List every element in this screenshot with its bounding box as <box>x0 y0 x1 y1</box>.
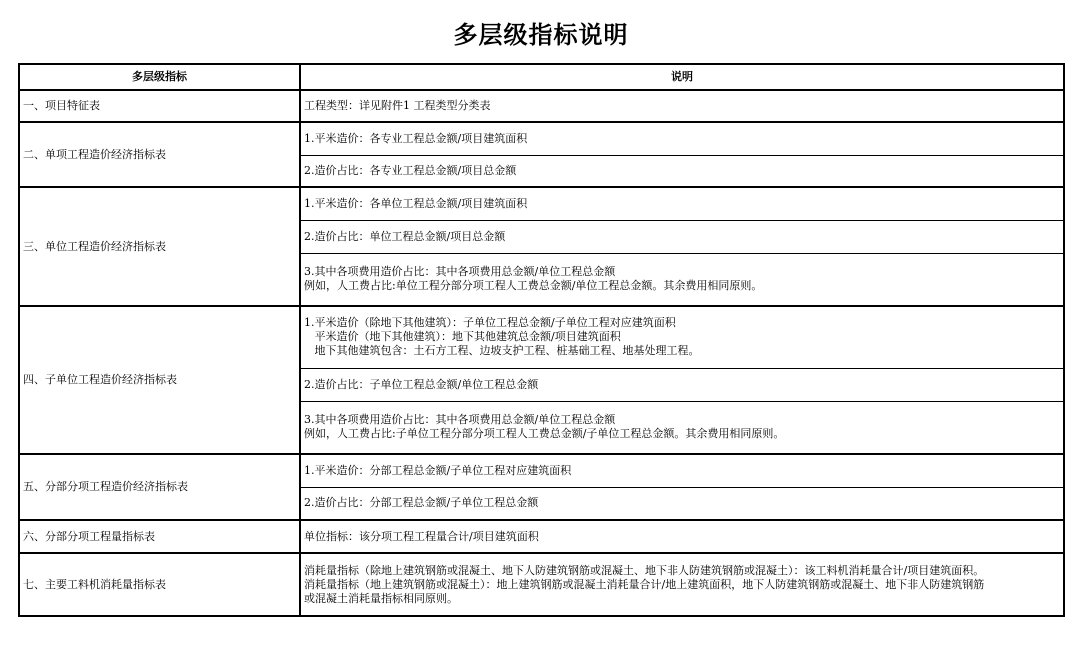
description-line: 3.其中各项费用造价占比：其中各项费用总金额/单位工程总金额 <box>304 265 616 279</box>
page-title: 多层级指标说明 <box>453 21 629 49</box>
indicator-description-cell <box>300 187 1064 220</box>
description-line: 单位指标：该分项工程工程量合计/项目建筑面积 <box>304 529 539 543</box>
table-row <box>19 306 1064 368</box>
description-line: 2.造价占比：分部工程总金额/子单位工程总金额 <box>304 496 539 510</box>
table-row <box>19 520 1064 553</box>
indicator-description-cell <box>300 368 1064 401</box>
indicator-table <box>18 63 1065 617</box>
description-line: 1.平米造价（除地下其他建筑）：子单位工程总金额/子单位工程对应建筑面积 <box>304 316 676 330</box>
description-line: 例如，人工费占比:子单位工程分部分项工程人工费总金额/子单位工程总金额。其余费用相同原则。 <box>304 427 785 441</box>
table-row <box>19 187 1064 220</box>
description-line: 平米造价（地下其他建筑）：地下其他建筑总金额/项目建筑面积 <box>304 330 621 344</box>
description-line: 2.造价占比：子单位工程总金额/单位工程总金额 <box>304 377 539 391</box>
indicator-description-cell <box>300 253 1064 306</box>
table-row <box>19 553 1064 616</box>
indicator-level-cell: 一、项目特征表 <box>19 90 300 122</box>
table-row <box>19 454 1064 487</box>
description-line: 1.平米造价：分部工程总金额/子单位工程对应建筑面积 <box>304 463 572 477</box>
description-line: 2.造价占比：各专业工程总金额/项目总金额 <box>304 163 517 177</box>
indicator-level-cell: 四、子单位工程造价经济指标表 <box>19 306 300 454</box>
column-header-level: 多层级指标 <box>19 64 300 90</box>
indicator-level-cell: 七、主要工料机消耗量指标表 <box>19 553 300 616</box>
indicator-description-cell <box>300 454 1064 487</box>
table-header-row <box>19 64 1064 90</box>
indicator-level-cell: 五、分部分项工程造价经济指标表 <box>19 454 300 520</box>
description-line: 消耗量指标（除地上建筑钢筋或混凝土、地下人防建筑钢筋或混凝土、地下非人防建筑钢筋或混凝土）：该工料机消耗量合计/项目建筑面积。 <box>304 563 985 577</box>
indicator-description-cell <box>300 487 1064 520</box>
indicator-level-cell: 六、分部分项工程量指标表 <box>19 520 300 553</box>
description-line: 1.平米造价：各单位工程总金额/项目建筑面积 <box>304 196 528 210</box>
description-line: 3.其中各项费用造价占比：其中各项费用总金额/单位工程总金额 <box>304 413 616 427</box>
indicator-description-cell <box>300 553 1064 616</box>
indicator-level-cell: 二、单项工程造价经济指标表 <box>19 122 300 187</box>
indicator-description-cell <box>300 306 1064 368</box>
indicator-description-cell <box>300 122 1064 155</box>
description-line: 地下其他建筑包含：土石方工程、边坡支护工程、桩基础工程、地基处理工程。 <box>304 344 700 358</box>
description-line: 1.平米造价：各专业工程总金额/项目建筑面积 <box>304 131 528 145</box>
description-line: 工程类型：详见附件1 工程类型分类表 <box>304 99 491 112</box>
indicator-description-cell <box>300 401 1064 454</box>
table-row <box>19 122 1064 155</box>
table-row <box>19 90 1064 122</box>
description-line: 或混凝土消耗量指标相同原则。 <box>304 591 458 605</box>
indicator-description-cell <box>300 90 1064 122</box>
indicator-description-cell <box>300 520 1064 553</box>
indicator-level-cell: 三、单位工程造价经济指标表 <box>19 187 300 306</box>
indicator-description-cell <box>300 220 1064 253</box>
column-header-description: 说明 <box>300 64 1064 90</box>
description-line: 2.造价占比：单位工程总金额/项目总金额 <box>304 229 506 243</box>
description-line: 消耗量指标（地上建筑钢筋或混凝土）：地上建筑钢筋或混凝土消耗量合计/地上建筑面积，地下人防建筑钢筋或混凝土、地下非人防建筑钢筋 <box>304 577 985 591</box>
indicator-description-cell <box>300 155 1064 187</box>
description-line: 例如，人工费占比:单位工程分部分项工程人工费总金额/单位工程总金额。其余费用相同原则。 <box>304 279 763 293</box>
